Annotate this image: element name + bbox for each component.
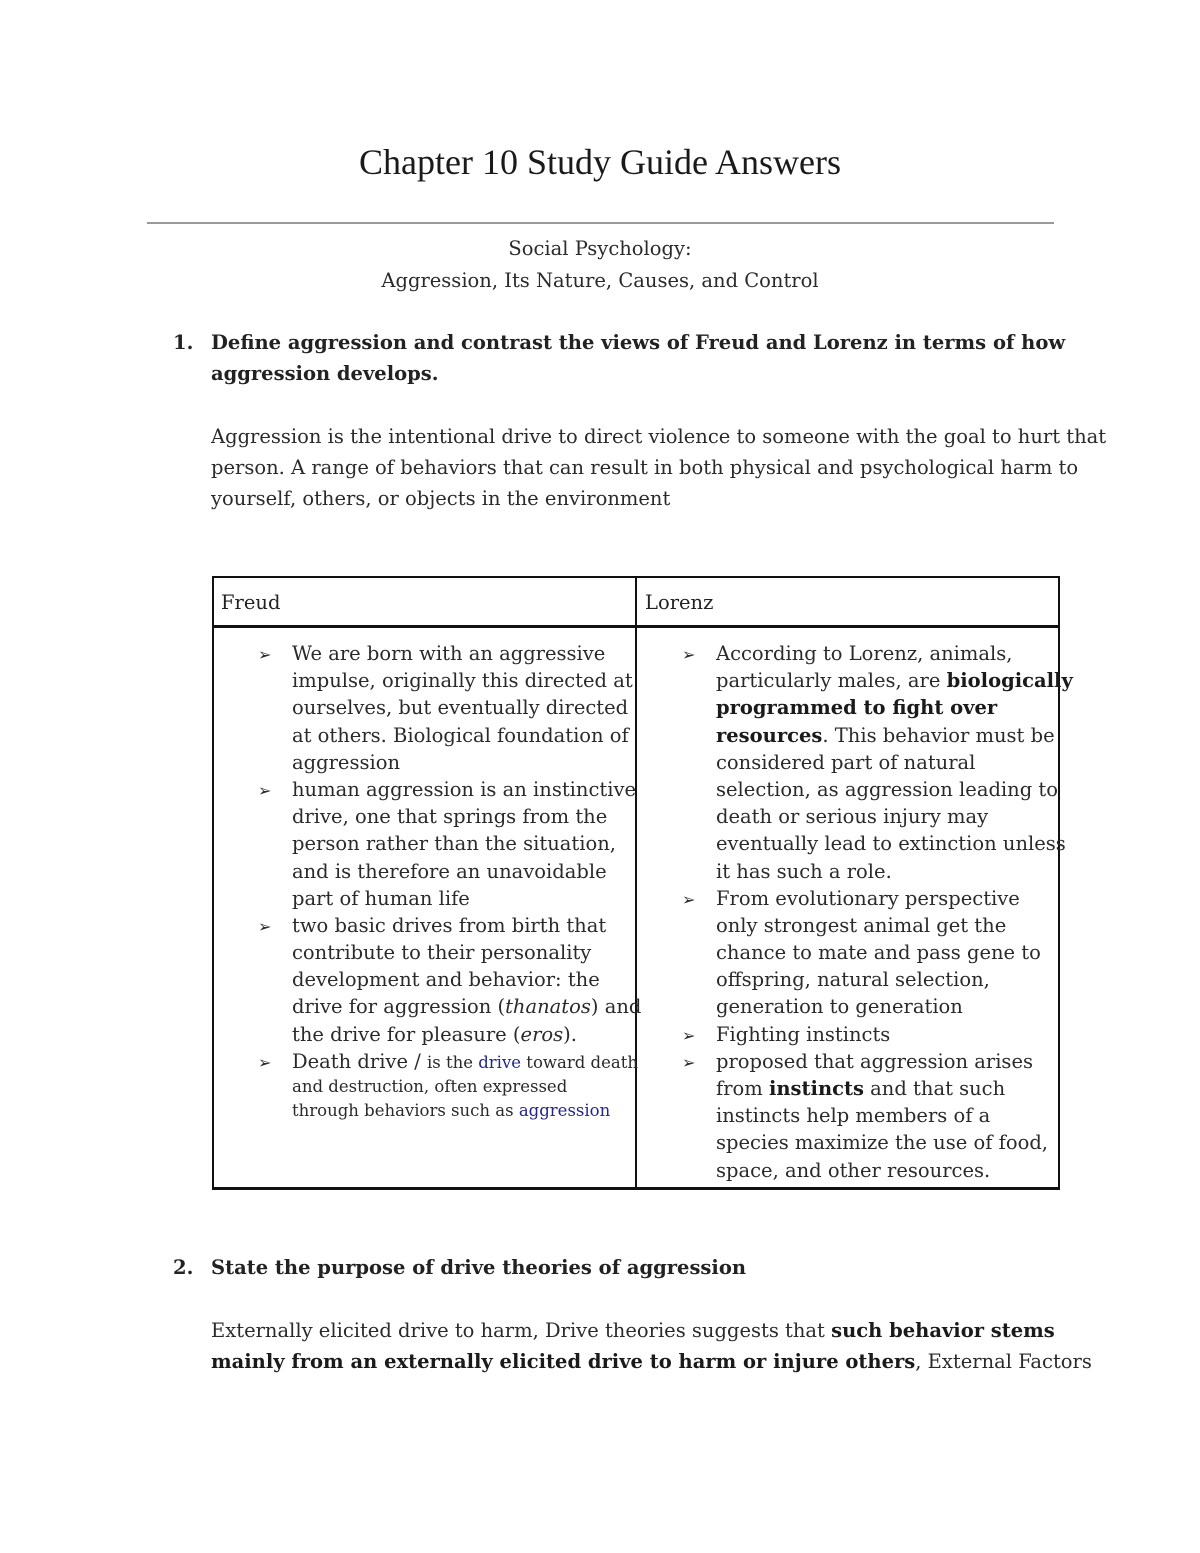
arrow-bullet-icon: ➢ bbox=[258, 1052, 272, 1072]
drive-link[interactable]: drive bbox=[478, 1052, 522, 1072]
arrow-bullet-icon: ➢ bbox=[682, 1025, 696, 1045]
question-number: 1. bbox=[173, 331, 194, 354]
question-number: 2. bbox=[173, 1256, 194, 1279]
page-title: Chapter 10 Study Guide Answers bbox=[359, 142, 841, 182]
arrow-bullet-icon: ➢ bbox=[682, 889, 696, 909]
list-item: ➢ Fighting instincts bbox=[682, 1021, 1073, 1048]
subtitle-course: Social Psychology: bbox=[508, 237, 692, 260]
table-border-left bbox=[212, 576, 214, 1190]
list-item: ➢ From evolutionary perspective only strongest animal get the chance to mate and pass gene to offspring, natural selection, generation to generation bbox=[682, 886, 1041, 1019]
list-item: ➢ human aggression is an instinctive drive, one that springs from the person rather than the situation, and is therefore an unavoidable part of human life bbox=[258, 777, 637, 910]
freud-column bbox=[258, 640, 641, 1121]
question-text: Define aggression and contrast the views of Freud and Lorenz in terms of how aggression develops. bbox=[211, 331, 1066, 385]
arrow-bullet-icon: ➢ bbox=[258, 916, 272, 936]
title-divider bbox=[147, 222, 1054, 224]
arrow-bullet-icon: ➢ bbox=[258, 780, 272, 800]
list-item: ➢ Death drive / is the drive toward death and destruction, often expressed through behaviors such as aggression bbox=[258, 1049, 638, 1120]
subtitle-topic: Aggression, Its Nature, Causes, and Control bbox=[381, 269, 819, 292]
list-item: ➢ According to Lorenz, animals, particularly males, are biologically programmed to fight over resources. This behavior must be considered part of natural selection, as aggression leading to death or serious injury may eventually lead to extinction unless it has such a role. bbox=[682, 642, 1073, 883]
list-item: ➢ two basic drives from birth that contribute to their personality development and behavior: the drive for aggression (thanatos) and the drive for pleasure (eros). bbox=[258, 913, 642, 1046]
lorenz-column bbox=[682, 640, 1073, 1184]
list-item: ➢ We are born with an aggressive impulse, originally this directed at ourselves, but eventually directed at others. Biological foundation of aggression bbox=[258, 642, 633, 774]
aggression-link[interactable]: aggression bbox=[518, 1100, 611, 1120]
list-item: ➢ proposed that aggression arises from instincts and that such instincts help members of a species maximize the use of food, space, and other resources. bbox=[682, 1049, 1048, 1182]
arrow-bullet-icon: ➢ bbox=[682, 645, 696, 664]
arrow-bullet-icon: ➢ bbox=[258, 645, 272, 664]
table-header-lorenz: Lorenz bbox=[645, 591, 714, 614]
question-text: State the purpose of drive theories of aggression bbox=[211, 1256, 747, 1279]
table-header-freud: Freud bbox=[221, 591, 281, 614]
answer-2: Externally elicited drive to harm, Drive theories suggests that such behavior stems mainly from an externally elicited drive to harm or injure others, External Factors bbox=[211, 1319, 1092, 1373]
answer-1: Aggression is the intentional drive to direct violence to someone with the goal to hurt that person. A range of behaviors that can result in both physical and psychological harm to yourself, others, or objects in the environment bbox=[211, 425, 1107, 510]
arrow-bullet-icon: ➢ bbox=[682, 1052, 696, 1072]
